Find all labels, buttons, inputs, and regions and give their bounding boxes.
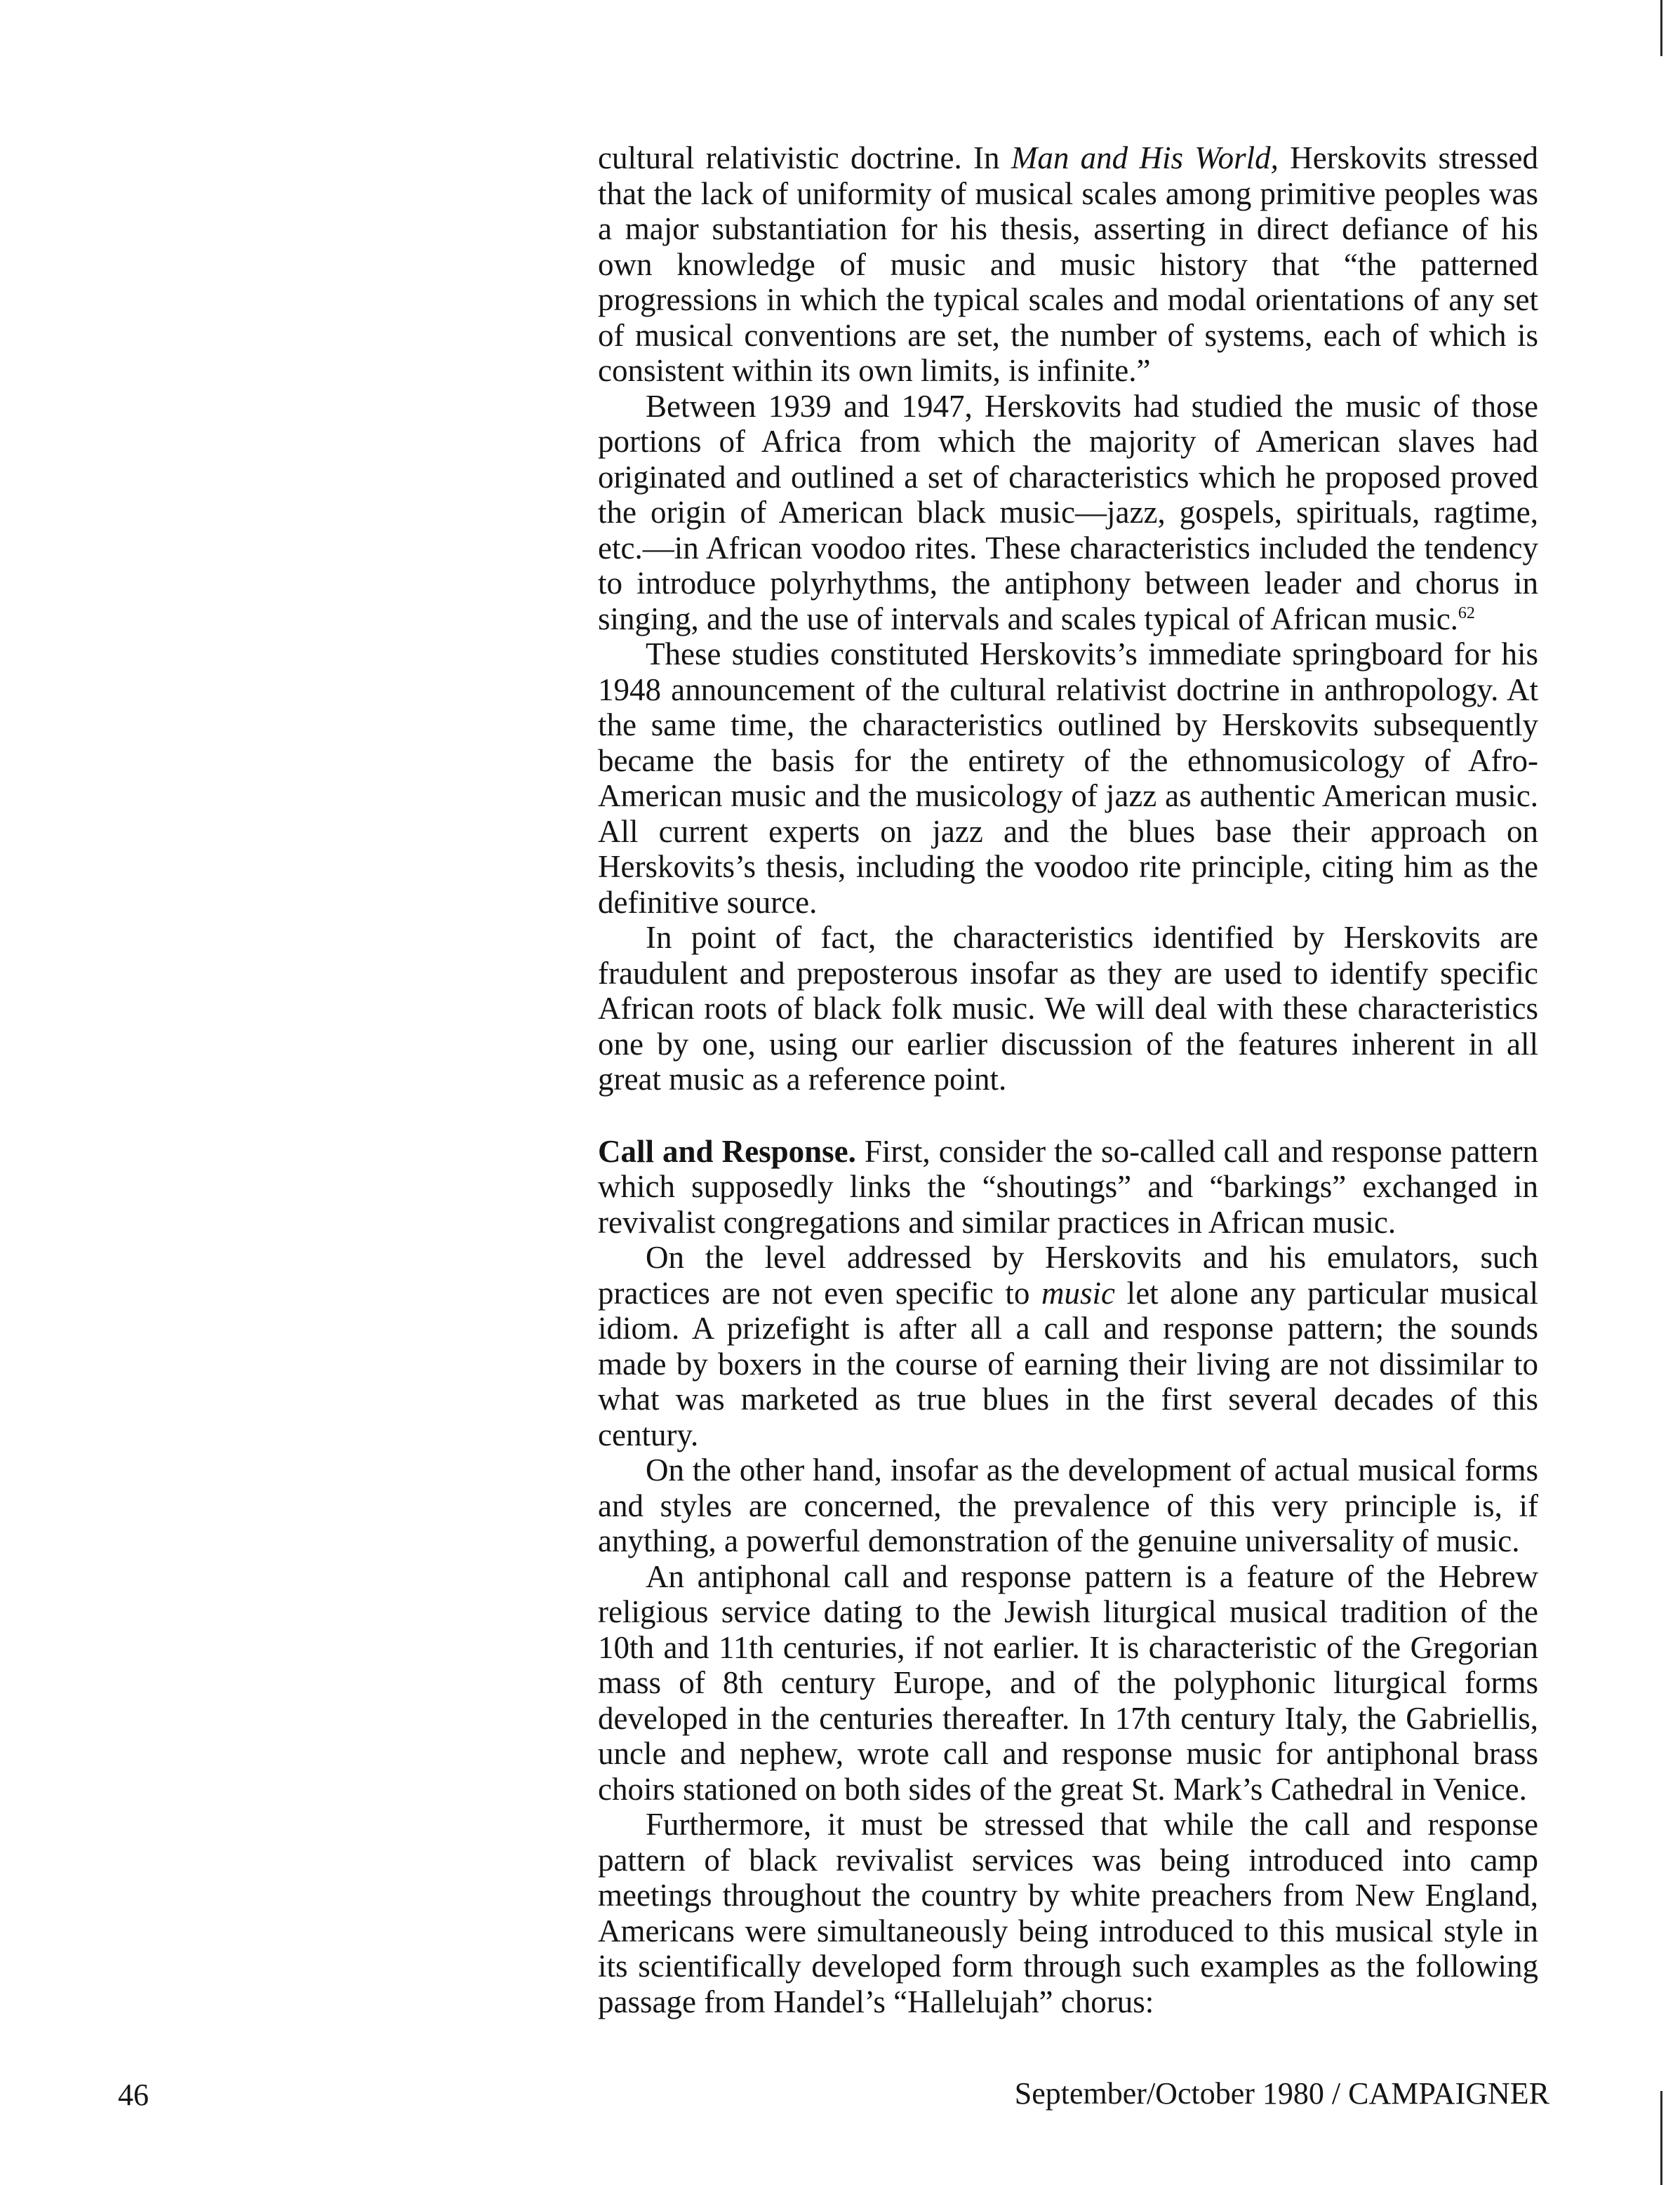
paragraph-6 bbox=[598, 1240, 1538, 1452]
paragraph-5 bbox=[598, 1134, 1538, 1241]
paragraph-6-text-b: let alone any particular musical idiom. A prizefight is after all a call and response pattern; the sounds made by boxers in the course of earning their living are not dissimilar to what was marketed as true blues in the first several decades of this century. bbox=[598, 1275, 1539, 1452]
paragraph-6-text-a: On the level addressed by Herskovits and his emulators, such practices are not even specific to bbox=[598, 1240, 1538, 1311]
section-heading: Call and Response. bbox=[598, 1133, 856, 1169]
paragraph-1-text-b: Herskovits stressed that the lack of uniformity of musical scales among primitive peoples was a major substantiation for his thesis, asserting in direct defiance of his own knowledge of music and music history that “the patterned progressions in which the typical scales and modal orientations of any set of musical conventions are set, the number of systems, each of which is consistent within its own limits, is infinite.” bbox=[598, 140, 1538, 388]
running-footer: September/October 1980 / CAMPAIGNER bbox=[1014, 2076, 1549, 2111]
paragraph-4: In point of fact, the characteristics identified by Herskovits are fraudulent and preposterous insofar as they are used to identify specific African roots of black folk music. We will deal with these characteristics one by one, using our earlier discussion of the features inherent in all great music as a reference point. bbox=[598, 920, 1538, 1097]
paragraph-3: These studies constituted Herskovits’s immediate springboard for his 1948 announcement of the cultural relativist doctrine in anthropology. At the same time, the characteristics outlined by Herskovits subsequently became the basis for the entirety of the ethnomusicology of Afro-American music and the musicology of jazz as authentic American music. All current experts on jazz and the blues base their approach on Herskovits’s thesis, including the voodoo rite principle, citing him as the definitive source. bbox=[598, 636, 1538, 920]
paragraph-2-text: Between 1939 and 1947, Herskovits had studied the music of those portions of Africa from which the majority of American slaves had originated and outlined a set of characteristics which he proposed proved the origin of American black music—jazz, gospels, spirituals, ragtime, etc.—in African voodoo rites. These characteristics included the tendency to introduce polyrhythms, the antiphony between leader and chorus in singing, and the use of intervals and scales typical of African music. bbox=[598, 388, 1538, 636]
paragraph-8: An antiphonal call and response pattern is a feature of the Hebrew religious service dating to the Jewish liturgical musical tradition of the 10th and 11th centuries, if not earlier. It is characteristic of the Gregorian mass of 8th century Europe, and of the polyphonic liturgical forms developed in the centuries thereafter. In 17th century Italy, the Gabriellis, uncle and nephew, wrote call and response music for antiphonal brass choirs stationed on both sides of the great St. Mark’s Cathedral in Venice. bbox=[598, 1558, 1538, 1807]
scan-edge-mark-bottom bbox=[1660, 2091, 1662, 2185]
paragraph-9: Furthermore, it must be stressed that while the call and response pattern of black revivalist services was being introduced into camp meetings throughout the country by white preachers from New England, Americans were simultaneously being introduced to this musical style in its scientifically developed form through such examples as the following passage from Handel’s “Hallelujah” chorus: bbox=[598, 1807, 1538, 2019]
paragraph-2 bbox=[598, 389, 1538, 637]
emphasis-music: music bbox=[1041, 1275, 1116, 1311]
article-column bbox=[598, 140, 1538, 2019]
paragraph-7: On the other hand, insofar as the development of actual musical forms and styles are concerned, the prevalence of this very principle is, if anything, a powerful demonstration of the genuine universality of music. bbox=[598, 1452, 1538, 1558]
footnote-reference: 62 bbox=[1458, 603, 1475, 622]
book-title: Man and His World, bbox=[1011, 140, 1279, 175]
scan-edge-mark-top bbox=[1660, 0, 1662, 56]
paragraph-5-text: First, consider the so-called call and response pattern which supposedly links the “shoutings” and “barkings” exchanged in revivalist congregations and similar practices in African music. bbox=[598, 1133, 1538, 1240]
paragraph-1 bbox=[598, 140, 1538, 389]
paragraph-1-text-a: cultural relativistic doctrine. In bbox=[598, 140, 1011, 175]
page-number: 46 bbox=[118, 2078, 149, 2112]
